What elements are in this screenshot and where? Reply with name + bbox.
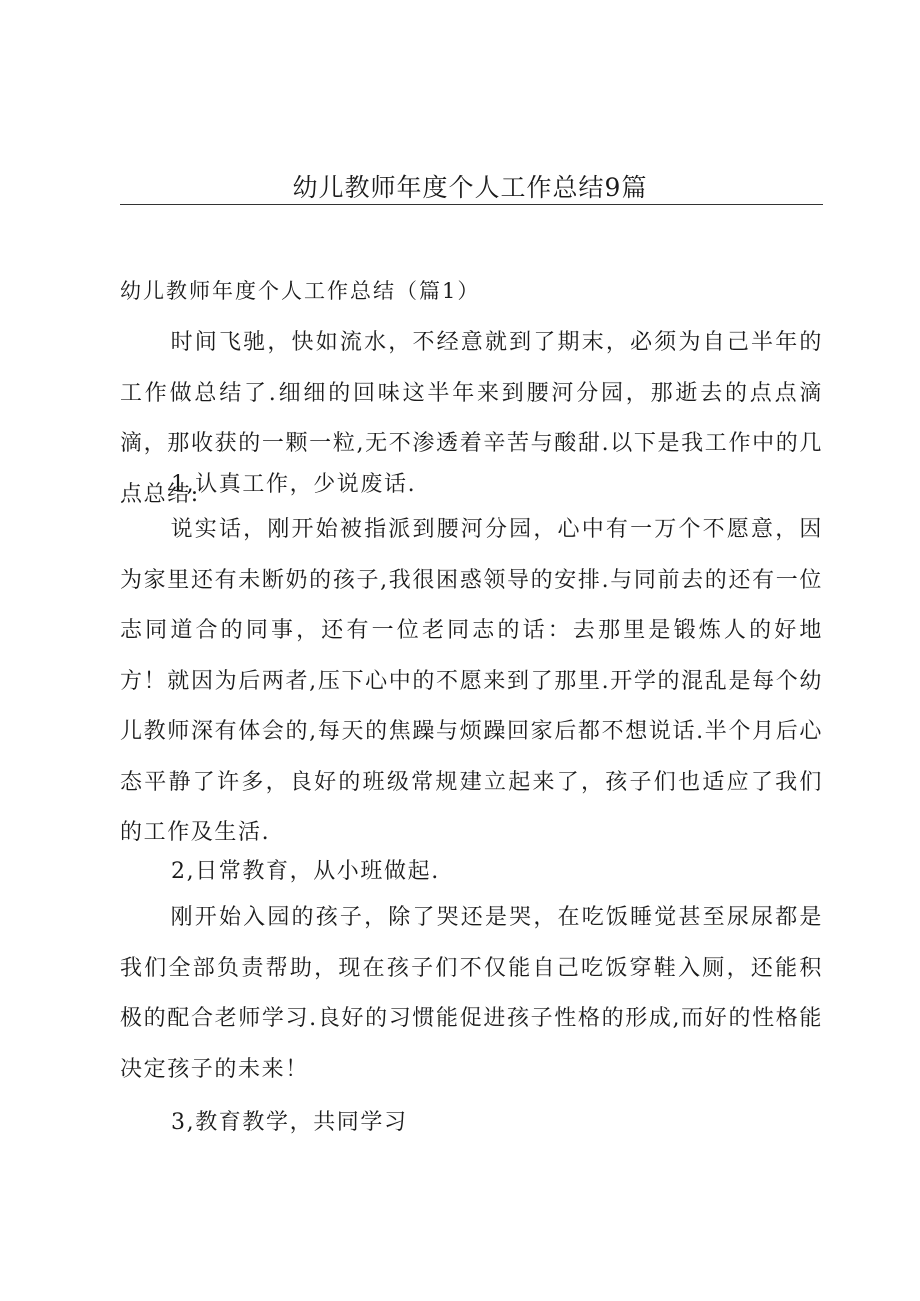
item2-title: 2,日常教育，从小班做起. — [171, 859, 440, 884]
title-underline — [120, 204, 823, 205]
item2-paragraph: 刚开始入园的孩子，除了哭还是哭，在吃饭睡觉甚至尿尿都是我们全部负责帮助，现在孩子们不仅能自己吃饭穿鞋入厕，还能积极的配合老师学习.良好的习惯能促进孩子性格的形成,而好的性格能决定孩子的未来！ — [120, 905, 823, 1082]
document-title: 幼儿教师年度个人工作总结9篇 — [292, 173, 648, 202]
section-heading: 幼儿教师年度个人工作总结（篇1） — [120, 279, 481, 303]
item3-title: 3,教育教学，共同学习 — [171, 1110, 408, 1135]
item1-title: 1,认真工作，少说废话. — [171, 472, 417, 497]
item1-paragraph: 说实话，刚开始被指派到腰河分园，心中有一万个不愿意，因为家里还有未断奶的孩子,我很困惑领导的安排.与同前去的还有一位志同道合的同事，还有一位老同志的话：去那里是锻炼人的好地方！就因为后两者,压下心中的不愿来到了那里.开学的混乱是每个幼儿教师深有体会的,每天的焦躁与烦躁回家后都不想说话.半个月后心态平静了许多，良好的班级常规建立起来了，孩子们也适应了我们的工作及生活. — [120, 517, 823, 845]
intro-paragraph: 时间飞驰，快如流水，不经意就到了期末，必须为自己半年的工作做总结了.细细的回味这半年来到腰河分园，那逝去的点点滴滴，那收获的一颗一粒,无不渗透着辛苦与酸甜.以下是我工作中的几点总结: — [120, 330, 823, 507]
